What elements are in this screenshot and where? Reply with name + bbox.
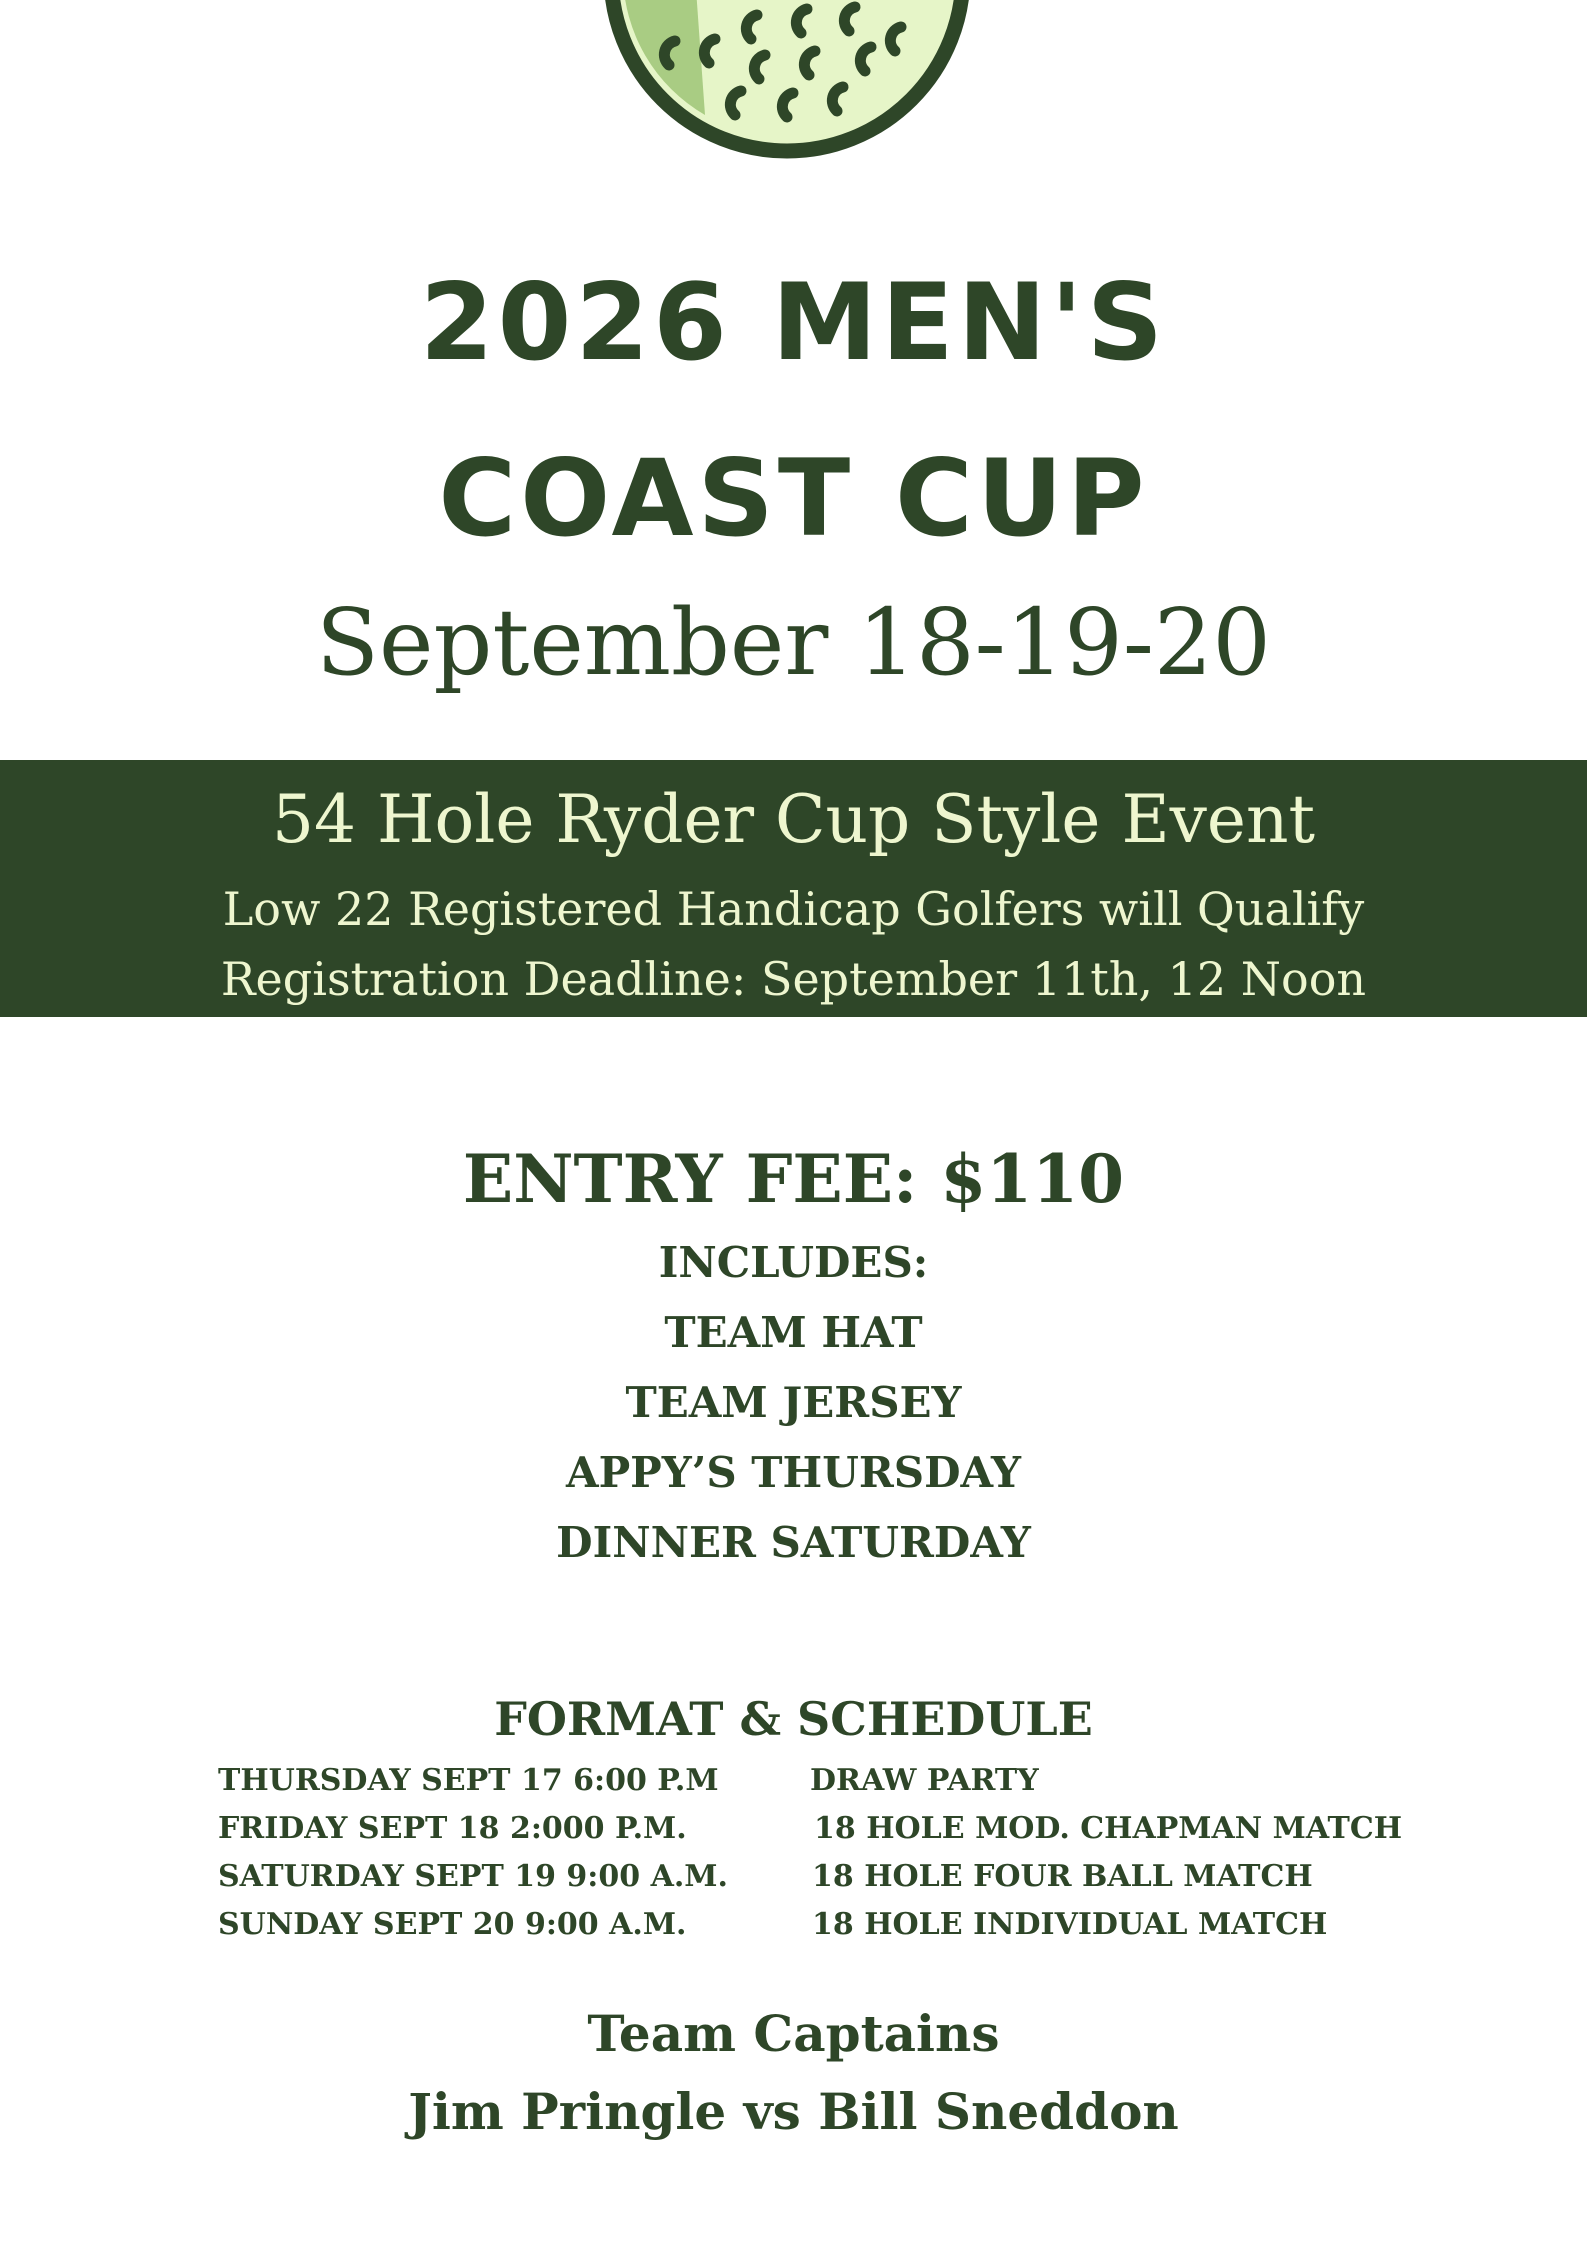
entry-fee: ENTRY FEE: $110 <box>462 1140 1125 1218</box>
golf-ball-icon <box>605 0 970 165</box>
includes-label: INCLUDES: <box>658 1238 929 1287</box>
schedule-heading: FORMAT & SCHEDULE <box>494 1692 1093 1746</box>
schedule-event: 18 HOLE INDIVIDUAL MATCH <box>812 1907 1328 1942</box>
schedule-time: FRIDAY SEPT 18 2:000 P.M. <box>218 1811 687 1846</box>
captains-label: Team Captains <box>587 2004 1000 2063</box>
captains-names: Jim Pringle vs Bill Sneddon <box>408 2082 1179 2141</box>
event-title-line2: COAST CUP <box>438 437 1149 560</box>
include-item: APPY’S THURSDAY <box>565 1448 1021 1497</box>
include-item: TEAM JERSEY <box>625 1378 962 1427</box>
schedule-event: 18 HOLE MOD. CHAPMAN MATCH <box>814 1811 1403 1846</box>
registration-deadline: Registration Deadline: September 11th, 12 Noon <box>220 952 1367 1006</box>
schedule-time: THURSDAY SEPT 17 6:00 P.M <box>218 1763 719 1798</box>
schedule-time: SUNDAY SEPT 20 9:00 A.M. <box>218 1907 687 1942</box>
include-item: DINNER SATURDAY <box>556 1518 1031 1567</box>
event-title-line1: 2026 MEN'S <box>419 261 1168 384</box>
event-format: 54 Hole Ryder Cup Style Event <box>271 781 1315 858</box>
include-item: TEAM HAT <box>664 1308 923 1357</box>
event-banner <box>0 760 1587 1017</box>
schedule-event: 18 HOLE FOUR BALL MATCH <box>812 1859 1313 1894</box>
schedule-time: SATURDAY SEPT 19 9:00 A.M. <box>218 1859 728 1894</box>
qualification-note: Low 22 Registered Handicap Golfers will Qualify <box>222 882 1365 936</box>
event-dates: September 18-19-20 <box>316 589 1271 696</box>
schedule-event: DRAW PARTY <box>810 1763 1039 1798</box>
